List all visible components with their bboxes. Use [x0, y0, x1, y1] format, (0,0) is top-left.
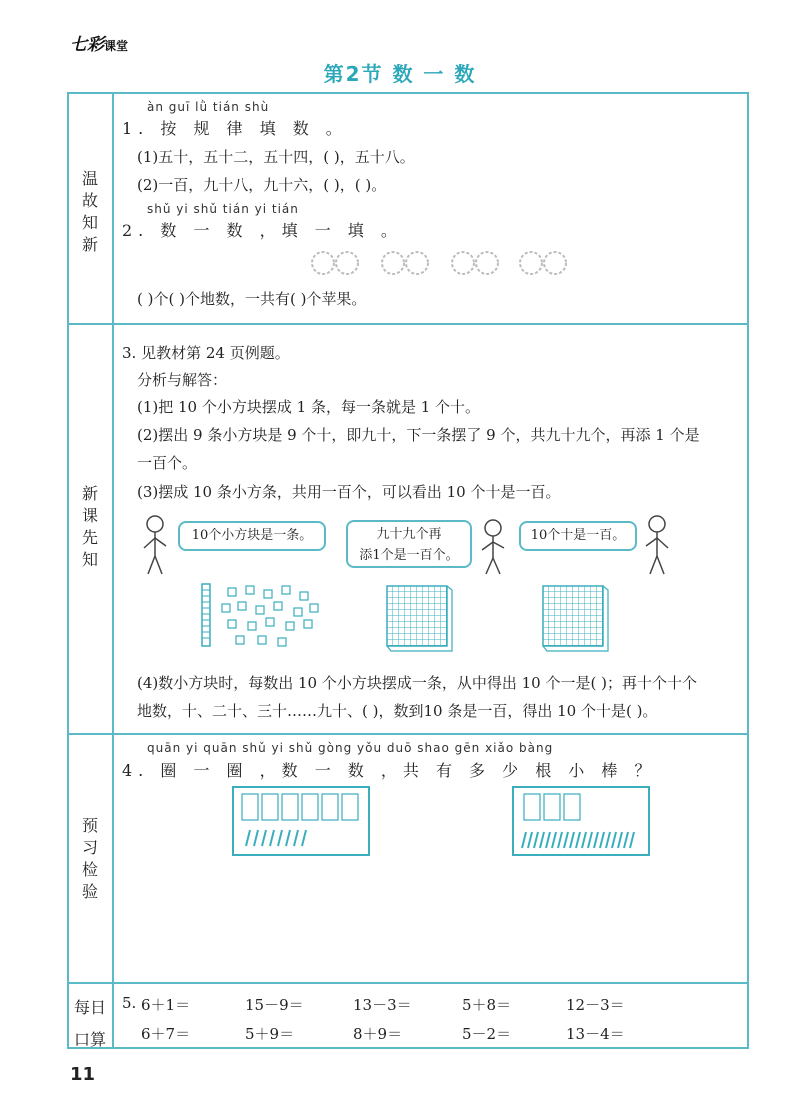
hundred-grid-illustration	[542, 585, 612, 653]
calc-item: 12－3＝	[566, 996, 625, 1014]
q1-line1: (1)五十，五十二，五十四，( )，五十八。	[137, 148, 415, 166]
apple-icon	[452, 252, 474, 274]
q2-answer: ( )个( )个地数，一共有( )个苹果。	[137, 290, 367, 308]
speech-bubble-2-line1: 九十九个再	[376, 527, 442, 542]
page-title: 第2节 数 一 数	[323, 62, 477, 86]
apple-icon	[406, 252, 428, 274]
section-divider	[67, 323, 749, 325]
calc-item: 5－2＝	[462, 1025, 512, 1043]
q1-pinyin: àn guī lǜ tián shù	[147, 100, 270, 114]
apple-icon	[382, 252, 404, 274]
q1-title: 1. 按 规 律 填 数 。	[122, 119, 348, 138]
section-label-newlesson: 新 课 先 知	[81, 484, 98, 569]
sticks-box-2	[512, 786, 652, 858]
q4-title: 4. 圈 一 圈 ，数 一 数 ，共 有 多 少 根 小 棒 ？	[122, 761, 657, 780]
section-label-preview: 预 习 检 验	[81, 816, 98, 901]
apple-icon	[476, 252, 498, 274]
sticks-box-1	[232, 786, 372, 858]
calc-item: 6＋1＝	[141, 996, 191, 1014]
hundred-grid-illustration	[386, 585, 456, 653]
speech-bubble-2-line2: 添1个是一百个。	[359, 548, 459, 563]
speech-bubble-1: 10个小方块是一条。	[178, 521, 326, 551]
q3-analysis: 分析与解答：	[137, 371, 228, 389]
q2-title: 2. 数 一 数 ，填 一 填 。	[122, 221, 403, 240]
calc-item: 13－3＝	[353, 996, 412, 1014]
q5-label: 5.	[122, 994, 137, 1012]
page-number: 11	[70, 1064, 96, 1085]
speech-bubble-2	[346, 520, 472, 568]
q2-pinyin: shǔ yi shǔ tián yi tián	[147, 202, 299, 216]
brand-logo: 七彩课堂	[70, 35, 129, 55]
calc-item: 15－9＝	[245, 996, 304, 1014]
apple-icon	[312, 252, 334, 274]
q3-line1: (1)把 10 个小方块摆成 1 条，每一条就是 1 个十。	[137, 398, 481, 416]
child-figure-icon	[140, 514, 170, 576]
q4-pinyin: quān yi quān shǔ yi shǔ gòng yǒu duō shao gēn xiǎo bàng	[147, 741, 554, 755]
calc-item: 13－4＝	[566, 1025, 625, 1043]
section-divider	[67, 982, 749, 984]
calc-item: 5＋9＝	[245, 1025, 295, 1043]
child-figure-icon	[642, 514, 672, 576]
calc-item: 5＋8＝	[462, 996, 512, 1014]
q3-line4a: (4)数小方块时，每数出 10 个小方块摆成一条，从中得出 10 个一是( )；再十个十个	[137, 674, 697, 692]
apples-illustration	[305, 238, 585, 280]
section-divider	[67, 733, 749, 735]
apple-icon	[336, 252, 358, 274]
section-label-daily: 每日 口算	[73, 998, 106, 1049]
child-figure-icon	[478, 518, 508, 576]
q3-title: 3. 见教材第 24 页例题。	[122, 344, 290, 362]
calc-item: 6＋7＝	[141, 1025, 191, 1043]
q3-line2a: (2)摆出 9 条小方块是 9 个十，即九十，下一条摆了 9 个，共九十九个，再添 1 个是	[137, 426, 700, 444]
q3-line2b: 一百个。	[137, 454, 198, 472]
small-blocks-illustration	[198, 582, 328, 650]
section-label-warmup: 温 故 知 新	[81, 169, 98, 254]
q1-line2: (2)一百，九十八，九十六，( )，( )。	[137, 176, 387, 194]
calc-item: 8＋9＝	[353, 1025, 403, 1043]
speech-bubble-3: 10个十是一百。	[519, 521, 637, 551]
apple-icon	[520, 252, 542, 274]
apple-icon	[544, 252, 566, 274]
q3-line4b: 地数，十、二十、三十……九十、( )，数到10 条是一百，得出 10 个十是( )。	[137, 702, 658, 720]
q3-line3: (3)摆成 10 条小方条，共用一百个，可以看出 10 个十是一百。	[137, 483, 561, 501]
